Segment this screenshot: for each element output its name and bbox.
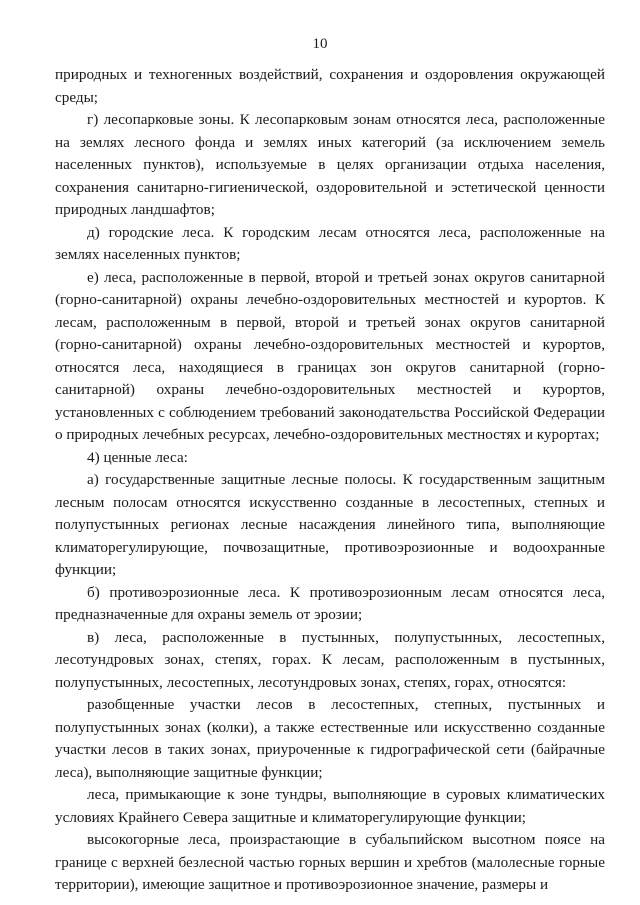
page-number: 10 <box>312 36 328 52</box>
document-body <box>55 64 605 897</box>
paragraph-anti-erosion-forests: б) противоэрозионные леса. К противоэрозионным лесам относятся леса, предназначенные для охраны земель от эрозии; <box>55 583 605 623</box>
paragraph-city-forests: д) городские леса. К городским лесам относятся леса, расположенные на землях населенных пунктов; <box>55 223 605 263</box>
paragraph-highland-forests: высокогорные леса, произрастающие в субальпийском высотном поясе на границе с верхней безлесной частью горных вершин и хребтов (малолесные горные территории), имеющие защитное и противоэрозионное значение, размеры и <box>55 831 605 893</box>
paragraph-isolated-forest-plots: разобщенные участки лесов в лесостепных, степных, пустынных и полупустынных зонах (колки), а также естественные или искусственно созданные участки лесов в таких зонах, приуроченные к гидрографической сети (байрачные леса), выполняющие защитные функции; <box>55 696 605 781</box>
paragraph-continuation: природных и техногенных воздействий, сохранения и оздоровления окружающей среды; <box>55 66 605 106</box>
paragraph-desert-steppe-forests: в) леса, расположенные в пустынных, полупустынных, лесостепных, лесотундровых зонах, степях, горах. К лесам, расположенным в пустынных, полупустынных, лесостепных, лесотундровых зонах, степях, горах, относятся: <box>55 628 605 691</box>
paragraph-forest-park-zones: г) лесопарковые зоны. К лесопарковым зонам относятся леса, расположенные на землях лесного фонда и землях иных категорий (за исключением земель населенных пунктов), используемые в целях организации отдыха населения, сохранения санитарно-гигиенической, оздоровительной и эстетической ценности природных ландшафтов; <box>55 111 605 218</box>
paragraph-protective-forest-belts: а) государственные защитные лесные полосы. К государственным защитным лесным полосам относятся искусственно созданные в лесостепных, степных и полупустынных регионах лесные насаждения линейного типа, выполняющие климаторегулирующие, почвозащитные, противоэрозионные и водоохранные функции; <box>55 471 605 578</box>
paragraph-sanitary-zone-forests: е) леса, расположенные в первой, второй и третьей зонах округов санитарной (горно-санитарной) охраны лечебно-оздоровительных местностей и курортов. К лесам, расположенным в первой, второй и третьей зонах округов санитарной (горно-санитарной) охраны лечебно-оздоровительных местностей и курортов, относятся леса, находящиеся в границах зон округов санитарной (горно-санитарной) охраны лечебно-оздоровительных местностей и курортов, установленных с соблюдением требований законодательства Российской Федерации о природных лечебных ресурсах, лечебно-оздоровительных местностях и курортах; <box>55 268 605 443</box>
paragraph-valuable-forests-heading: 4) ценные леса: <box>87 448 188 466</box>
paragraph-tundra-forests: леса, примыкающие к зоне тундры, выполняющие в суровых климатических условиях Крайнего Севера защитные и климаторегулирующие функции; <box>55 786 605 826</box>
